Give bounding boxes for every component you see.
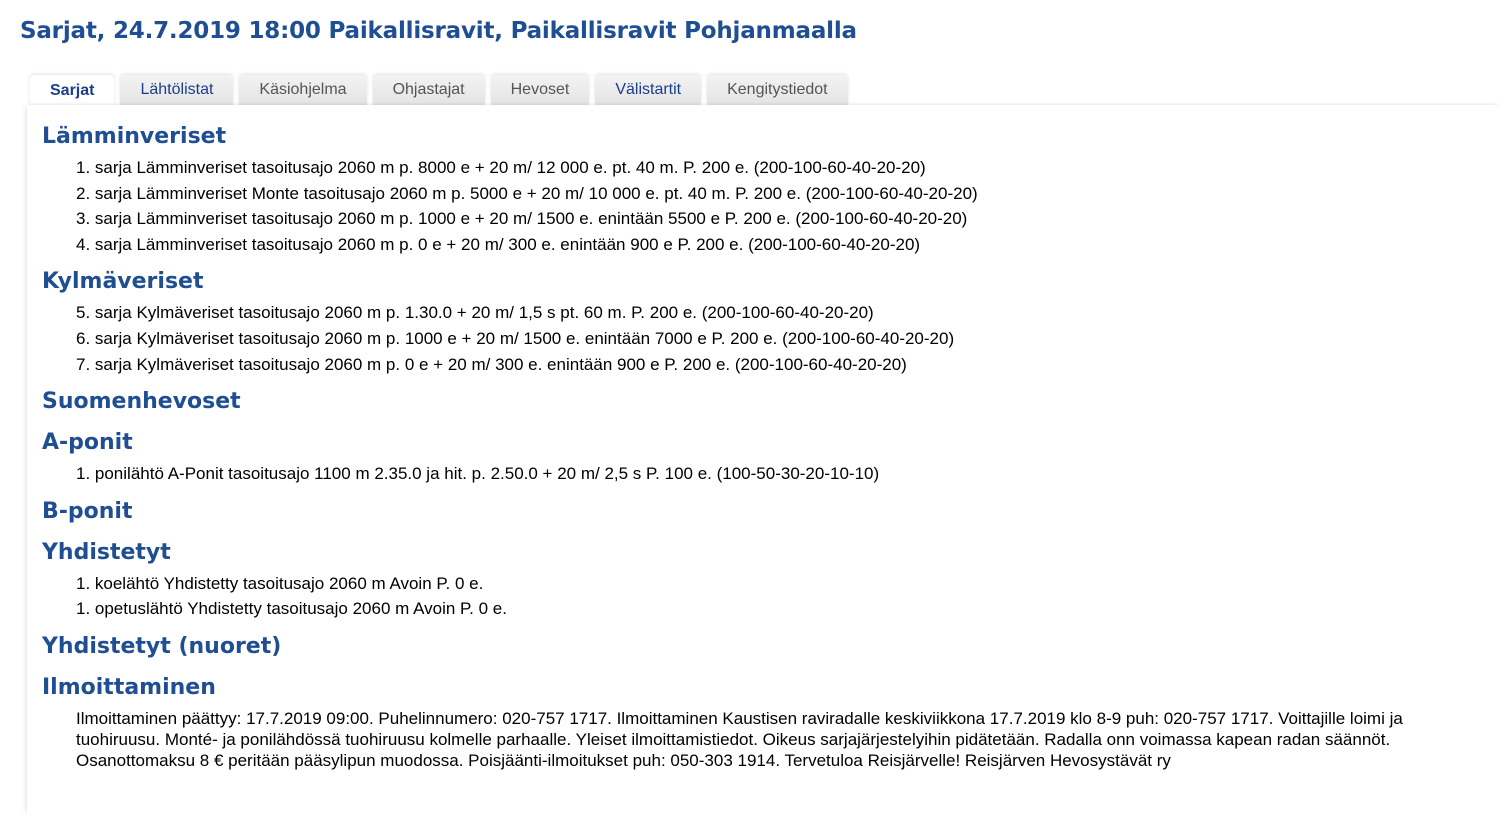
registration-info: Ilmoittaminen päättyy: 17.7.2019 09:00. Puhelinnumero: 020-757 1717. Ilmoittaminen Kaustisen raviradalle keskiviikkona 17.7.2019 klo 8-9 puh: 020-757 1717. Voittajille loimi ja tuohiruusu. Monté- ja ponilähdössä tuohiruusu kolmelle parhaalle. Yleiset ilmoittamistiedot. Oikeus sarjajärjestelyihin pidätetään. Radalla onn voimassa kapean radan säännöt. Osanottomaksu 8 € peritään pääsylipun muodossa. Poisjäänti-ilmoitukset puh: 050-303 1914. Tervetuloa Reisjärvelle! Reisjärven Hevosystävät ry — [76, 708, 1403, 770]
series-item: 1. ponilähtö A-Ponit tasoitusajo 1100 m 2.35.0 ja hit. p. 2.50.0 + 20 m/ 2,5 s P. 100 e. (100-50-30-20-10-10) — [76, 464, 880, 484]
tab-kengitystiedot[interactable]: Kengitystiedot — [707, 75, 848, 105]
series-list-aponit — [42, 461, 1482, 487]
page-title: Sarjat, 24.7.2019 18:00 Paikallisravit, Paikallisravit Pohjanmaalla — [20, 18, 857, 44]
section-heading-suomenhevoset: Suomenhevoset — [42, 389, 241, 415]
tab-lahtolistat[interactable]: Lähtölistat — [120, 75, 233, 105]
series-item: 6. sarja Kylmäveriset tasoitusajo 2060 m p. 1000 e + 20 m/ 1500 e. enintään 7000 e P. 200 e. (200-100-60-40-20-20) — [76, 328, 955, 348]
series-list-kylmaveriset — [42, 300, 1482, 377]
section-heading-ilmoittaminen: Ilmoittaminen — [42, 674, 216, 700]
section-heading-yhdistetyt: Yhdistetyt — [42, 539, 171, 565]
series-item: 2. sarja Lämminveriset Monte tasoitusajo 2060 m p. 5000 e + 20 m/ 10 000 e. pt. 40 m. P. 200 e. (200-100-60-40-20-20) — [76, 183, 978, 203]
series-item: 1. koelähtö Yhdistetty tasoitusajo 2060 m Avoin P. 0 e. — [76, 573, 484, 593]
section-heading-bponit: B-ponit — [42, 498, 133, 524]
tab-ohjastajat[interactable]: Ohjastajat — [373, 75, 485, 105]
series-item: 1. sarja Lämminveriset tasoitusajo 2060 m p. 8000 e + 20 m/ 12 000 e. pt. 40 m. P. 200 e. (200-100-60-40-20-20) — [76, 158, 926, 177]
tab-bar — [30, 75, 848, 106]
series-item: 1. opetuslähtö Yhdistetty tasoitusajo 2060 m Avoin P. 0 e. — [76, 599, 507, 619]
series-list-yhdistetyt — [42, 571, 1482, 622]
series-content — [42, 120, 1482, 771]
section-heading-kylmaveriset: Kylmäveriset — [42, 269, 204, 295]
tab-kasiohjelma[interactable]: Käsiohjelma — [239, 75, 366, 105]
series-item: 4. sarja Lämminveriset tasoitusajo 2060 m p. 0 e + 20 m/ 300 e. enintään 900 e P. 200 e. (200-100-60-40-20-20) — [76, 234, 921, 254]
tab-valistartit[interactable]: Välistartit — [595, 75, 701, 105]
section-heading-lamminveriset: Lämminveriset — [42, 124, 227, 149]
tab-sarjat[interactable]: Sarjat — [30, 75, 114, 106]
series-item: 7. sarja Kylmäveriset tasoitusajo 2060 m p. 0 e + 20 m/ 300 e. enintään 900 e P. 200 e. (200-100-60-40-20-20) — [76, 354, 907, 374]
tab-hevoset[interactable]: Hevoset — [491, 75, 590, 105]
section-heading-aponit: A-ponit — [42, 430, 133, 456]
series-item: 5. sarja Kylmäveriset tasoitusajo 2060 m p. 1.30.0 + 20 m/ 1,5 s pt. 60 m. P. 200 e. (200-100-60-40-20-20) — [76, 303, 874, 323]
series-list-lamminveriset — [42, 155, 1482, 257]
series-item: 3. sarja Lämminveriset tasoitusajo 2060 m p. 1000 e + 20 m/ 1500 e. enintään 5500 e P. 200 e. (200-100-60-40-20-20) — [76, 209, 968, 229]
section-heading-yhdistetyt-nuoret: Yhdistetyt (nuoret) — [42, 633, 282, 659]
